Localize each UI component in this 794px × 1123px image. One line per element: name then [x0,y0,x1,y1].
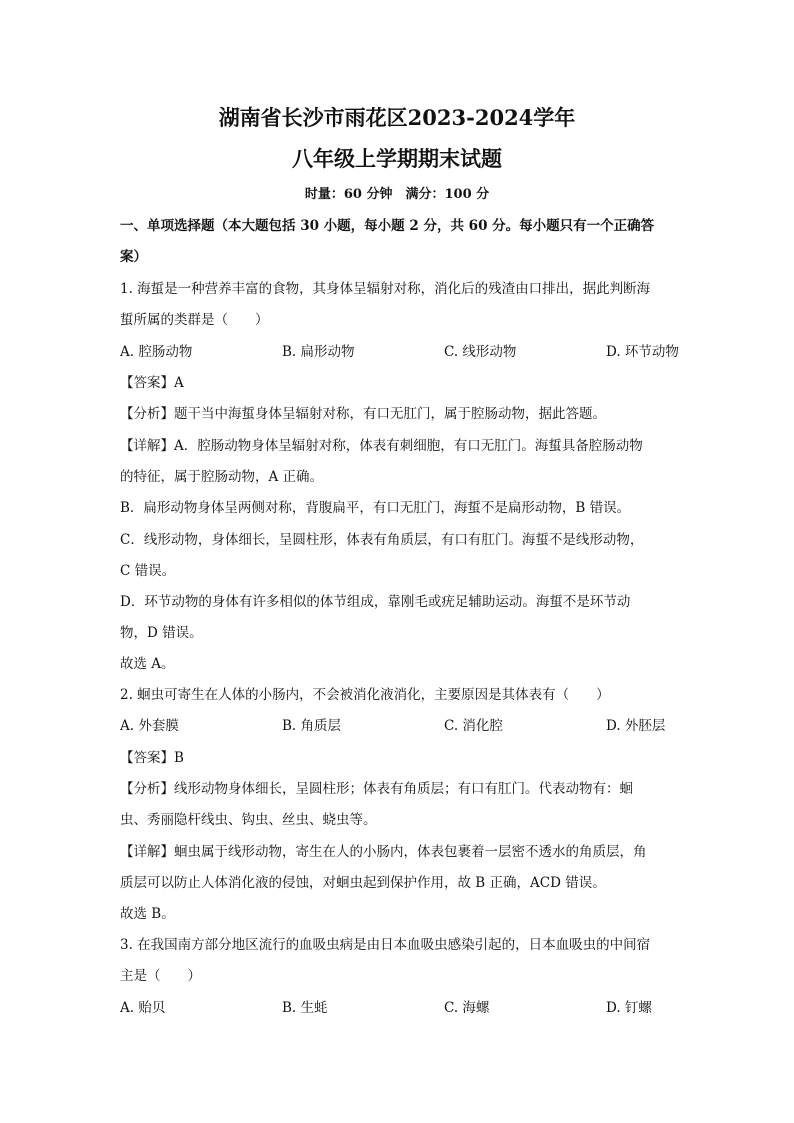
q1-detail-6: D．环节动物的身体有许多相似的体节组成，靠刚毛或疣足辅助运动。海蜇不是环节动 [120,594,631,610]
q2-detail-1: 【详解】蛔虫属于线形动物，寄生在人的小肠内，体表包裹着一层密不透水的角质层，角 [120,844,647,860]
q2-option-d: D. 外胚层 [606,718,666,734]
q1-detail-1: 【详解】A．腔肠动物身体呈辐射对称，体表有刺细胞，有口无肛门。海蜇具备腔肠动物 [120,438,643,454]
q1-option-c: C. 线形动物 [444,344,517,360]
q1-answer: 【答案】A [120,375,184,391]
q1-option-a: A. 腔肠动物 [120,344,193,360]
q2-detail-2: 质层可以防止人体消化液的侵蚀，对蛔虫起到保护作用，故 B 正确，ACD 错误。 [120,875,606,891]
q1-stem: 1. 海蜇是一种营养丰富的食物，其身体呈辐射对称，消化后的残渣由口排出，据此判断海 [120,281,651,297]
q1-option-d: D. 环节动物 [606,344,679,360]
q1-detail-2: 的特征，属于腔肠动物，A 正确。 [120,469,324,485]
q2-analysis-1: 【分析】线形动物身体细长，呈圆柱形；体表有角质层；有口有肛门。代表动物有：蛔 [120,781,633,797]
q2-answer: 【答案】B [120,750,184,766]
q3-option-c: C. 海螺 [444,1000,490,1016]
q1-conclusion: 故选 A。 [120,656,175,672]
q3-stem-cont: 主是（ ） [120,968,201,984]
q2-option-b: B. 角质层 [282,718,342,734]
q2-analysis-2: 虫、秀丽隐杆线虫、钩虫、丝虫、蛲虫等。 [120,812,377,828]
q3-option-d: D. 钉螺 [606,1000,652,1016]
section-heading-cont: 案） [120,249,147,265]
q1-stem-cont: 蜇所属的类群是（ ） [120,312,269,328]
q1-detail-7: 物，D 错误。 [120,625,203,641]
q2-option-a: A. 外套膜 [120,718,179,734]
exam-meta: 时量：60 分钟 满分：100 分 [304,187,490,202]
doc-subtitle: 八年级上学期期末试题 [292,146,502,171]
q3-option-b: B. 生蚝 [282,1000,328,1016]
q1-analysis: 【分析】题干当中海蜇身体呈辐射对称，有口无肛门，属于腔肠动物，据此答题。 [120,406,606,422]
q3-option-a: A. 贻贝 [120,1000,166,1016]
q3-stem: 3. 在我国南方部分地区流行的血吸虫病是由日本血吸虫感染引起的，日本血吸虫的中间宿 [120,937,651,953]
doc-title: 湖南省长沙市雨花区2023-2024学年 [218,105,576,130]
section-heading: 一、单项选择题（本大题包括 30 小题，每小题 2 分，共 60 分。每小题只有一个正确答 [120,218,655,234]
q1-detail-5: C 错误。 [120,563,176,579]
q1-detail-3: B．扁形动物身体呈两侧对称，背腹扁平，有口无肛门，海蜇不是扁形动物，B 错误。 [120,500,631,516]
q2-option-c: C. 消化腔 [444,718,503,734]
q2-conclusion: 故选 B。 [120,906,175,922]
q1-option-b: B. 扁形动物 [282,344,355,360]
q1-detail-4: C．线形动物，身体细长，呈圆柱形，体表有角质层，有口有肛门。海蜇不是线形动物， [120,532,644,548]
q2-stem: 2. 蛔虫可寄生在人体的小肠内，不会被消化液消化，主要原因是其体表有（ ） [120,687,610,703]
